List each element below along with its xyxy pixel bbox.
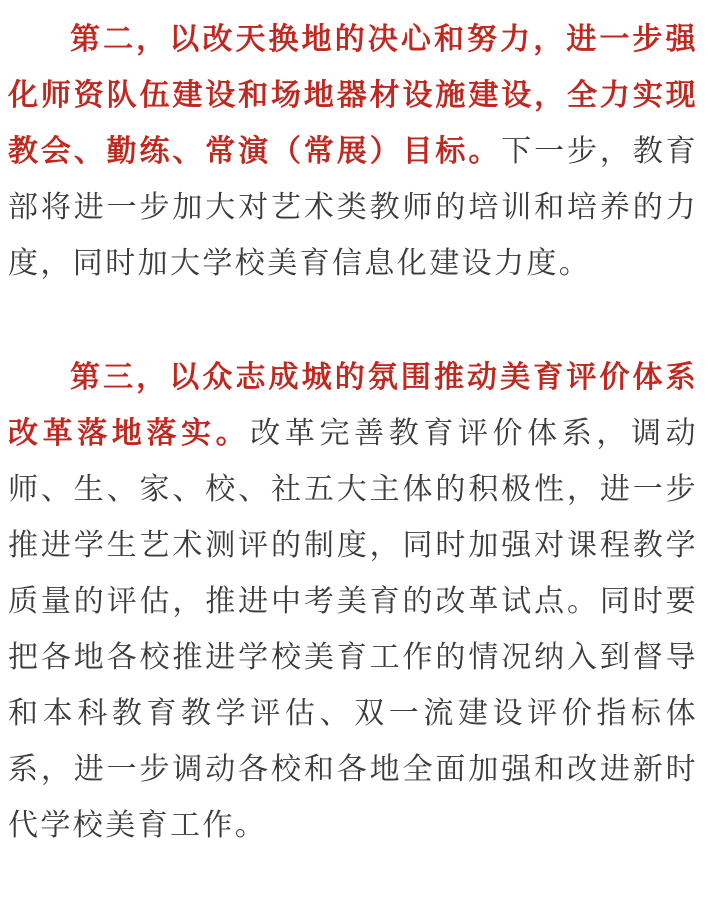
paragraph-lead-text: 第三，以众志成城的氛围推动美育评价体系改革落地落实。 — [8, 360, 698, 451]
paragraph-lead-text: 第二，以改天换地的决心和努力，进一步强化师资队伍建设和场地器材设施建设，全力实现教会、勤练、常演（常展）目标。 — [8, 22, 698, 169]
article-body — [8, 12, 698, 854]
paragraph-body-text: 下一步，教育部将进一步加大对艺术类教师的培训和培养的力度，同时加大学校美育信息化建设力度。 — [8, 134, 699, 281]
paragraph-body-text: 改革完善教育评价体系，调动师、生、家、校、社五大主体的积极性，进一步推进学生艺术测评的制度，同时加强对课程教学质量的评估，推进中考美育的改革试点。同时要把各地各校推进学校美育工作的情况纳入到督导和本科教育教学评估、双一流建设评价指标体系，进一步调动各校和各地全面加强和改进新时代学校美育工作。 — [8, 416, 698, 843]
paragraph-third-point — [8, 350, 698, 854]
paragraph-second-point — [8, 12, 698, 292]
